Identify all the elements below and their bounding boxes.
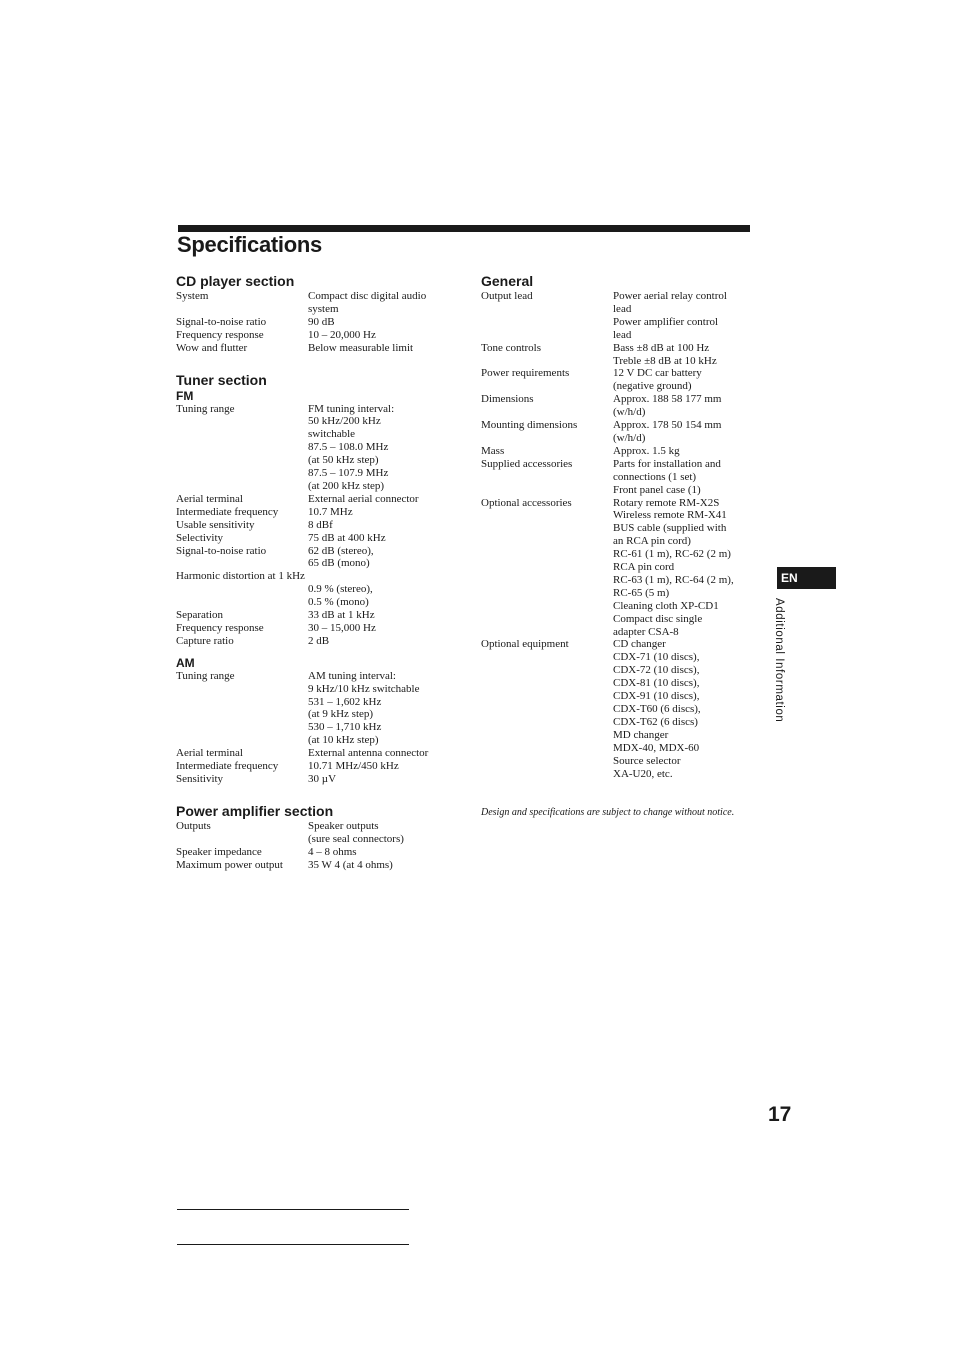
spec-label: Maximum power output — [176, 858, 283, 871]
power-amp-table — [176, 820, 466, 872]
spec-label: Dimensions — [481, 393, 534, 406]
general-heading: General — [481, 273, 534, 289]
spec-label: Tuning range — [176, 669, 235, 682]
spec-label: Sensitivity — [176, 773, 224, 785]
spec-value: Speaker outputs (sure seal connectors) — [308, 819, 404, 845]
spec-value: 12 V DC car battery (negative ground) — [613, 367, 702, 393]
spec-label: Speaker impedance — [176, 845, 262, 858]
spec-row — [481, 458, 771, 497]
page-number: 17 — [768, 1103, 792, 1126]
spec-row — [481, 290, 771, 342]
spec-row — [176, 773, 466, 786]
spec-label: Separation — [176, 609, 224, 622]
spec-value: External antenna connector — [308, 747, 429, 760]
spec-row — [176, 316, 466, 329]
spec-row — [176, 609, 466, 622]
spec-value: Below measurable limit — [308, 341, 414, 354]
harmonic-distortion-label: Harmonic distortion at 1 kHz — [176, 570, 305, 583]
spec-value: Power aerial relay control lead Power amplifier control lead — [613, 290, 727, 341]
spec-row — [176, 820, 466, 846]
spec-label: Frequency response — [176, 621, 264, 634]
spec-label: Power requirements — [481, 367, 570, 380]
spec-label: Supplied accessories — [481, 457, 573, 470]
spec-row — [481, 367, 771, 393]
spec-label: Aerial terminal — [176, 747, 243, 760]
spec-label: Signal-to-noise ratio — [176, 315, 267, 328]
spec-value: 62 dB (stereo), 65 dB (mono) — [308, 544, 374, 570]
spec-label: Wow and flutter — [176, 341, 248, 354]
spec-value: AM tuning interval: 9 kHz/10 kHz switchable 531 – 1,602 kHz (at 9 kHz step) 530 – 1,710 kHz (at 10 kHz step) — [308, 669, 420, 747]
fm-heading: FM — [176, 388, 194, 403]
am-heading: AM — [176, 655, 195, 670]
tuner-heading: Tuner section — [176, 371, 267, 388]
spec-value: 75 dB at 400 kHz — [308, 531, 386, 544]
spec-label: Outputs — [176, 819, 211, 832]
spec-value: 35 W 4 (at 4 ohms) — [308, 858, 393, 871]
spec-row — [176, 747, 466, 760]
cd-player-heading: CD player section — [176, 273, 295, 289]
spec-row — [176, 635, 466, 648]
spec-value: Approx. 188 58 177 mm (w/h/d) — [613, 393, 722, 419]
fm-table-continued — [176, 583, 466, 648]
spec-label: Intermediate frequency — [176, 505, 279, 518]
spec-value: 10.7 MHz — [308, 505, 353, 518]
spec-row — [481, 497, 771, 639]
spec-row — [481, 393, 771, 419]
spec-label: Capture ratio — [176, 634, 234, 647]
am-table — [176, 670, 466, 786]
spec-label: Frequency response — [176, 328, 264, 341]
spec-row — [176, 670, 466, 747]
general-table — [481, 290, 771, 780]
spec-value: 30 µV — [308, 773, 337, 785]
spec-label: Mass — [481, 444, 505, 457]
spec-row — [176, 403, 466, 493]
spec-row — [176, 622, 466, 635]
spec-label: Mounting dimensions — [481, 419, 578, 432]
spec-label: Usable sensitivity — [176, 518, 255, 531]
spec-row — [176, 519, 466, 532]
spec-value: 10.71 MHz/450 kHz — [308, 760, 399, 773]
left-column — [176, 272, 466, 872]
spec-label: Tuning range — [176, 402, 235, 415]
spec-value: CD changer CDX-71 (10 discs), CDX-72 (10 discs), CDX-81 (10 discs), CDX-91 (10 discs), CDX-T60 (6 discs), CDX-T62 (6 discs) MD changer MDX-40, MDX-60 Source selector XA-U20, etc. — [613, 638, 701, 780]
spec-value: Approx. 178 50 154 mm (w/h/d) — [613, 419, 722, 444]
spec-value: 10 – 20,000 Hz — [308, 328, 376, 341]
spec-value: Parts for installation and connections (1 set) Front panel case (1) — [613, 457, 721, 496]
spec-value: 33 dB at 1 kHz — [308, 609, 375, 622]
spec-value: 2 dB — [308, 634, 330, 647]
spec-label: Aerial terminal — [176, 492, 243, 505]
spec-row — [176, 760, 466, 773]
spec-value: 30 – 15,000 Hz — [308, 621, 376, 634]
side-section-label: Additional Information — [773, 598, 785, 723]
spec-label: Intermediate frequency — [176, 760, 279, 773]
spec-value: 4 – 8 ohms — [308, 845, 357, 858]
spec-value: External aerial connector — [308, 492, 419, 505]
spec-row — [176, 290, 466, 316]
specs-change-note: Design and specifications are subject to change without notice. — [481, 807, 735, 818]
spec-row — [481, 638, 771, 780]
spec-label: System — [176, 290, 209, 302]
spec-value: FM tuning interval: 50 kHz/200 kHz switchable 87.5 – 108.0 MHz (at 50 kHz step) 87.5 – 107.9 MHz (at 200 kHz step) — [308, 402, 395, 492]
spec-value: Bass ±8 dB at 100 Hz Treble ±8 dB at 10 kHz — [613, 341, 717, 367]
spec-row — [176, 342, 466, 355]
spec-row — [176, 493, 466, 506]
spec-label: Signal-to-noise ratio — [176, 544, 267, 557]
spec-row — [481, 419, 771, 445]
spec-row — [481, 445, 771, 458]
spec-row — [176, 532, 466, 545]
spec-label: Output lead — [481, 290, 533, 302]
spec-value: Rotary remote RM-X2S Wireless remote RM-X41 BUS cable (supplied with an RCA pin cord) RC-61 (1 m), RC-62 (2 m) RCA pin cord RC-63 (1 m), RC-64 (2 m), RC-65 (5 m) Cleaning cloth XP-CD1 Compact disc single adapter CSA-8 — [613, 496, 734, 638]
language-tab: EN — [777, 567, 836, 589]
spec-value: Approx. 1.5 kg — [613, 444, 680, 457]
spec-row — [176, 506, 466, 519]
spec-label: Selectivity — [176, 531, 224, 544]
fm-table — [176, 403, 466, 571]
spec-value: 8 dBf — [308, 518, 333, 531]
spec-row — [176, 329, 466, 342]
spec-row — [176, 859, 466, 872]
spec-value: 0.9 % (stereo), 0.5 % (mono) — [308, 583, 373, 609]
spec-value: 90 dB — [308, 315, 335, 328]
page-title: Specifications — [177, 232, 322, 257]
spec-row — [176, 846, 466, 859]
spec-label: Tone controls — [481, 341, 542, 354]
right-column — [481, 272, 771, 780]
footer-rule-upper — [177, 1209, 409, 1210]
spec-label — [176, 583, 308, 609]
power-amp-heading: Power amplifier section — [176, 802, 334, 819]
spec-row — [481, 342, 771, 368]
cd-player-table — [176, 290, 466, 355]
spec-row — [176, 545, 466, 571]
spec-label: Optional equipment — [481, 638, 569, 651]
spec-label: Optional accessories — [481, 496, 572, 509]
footer-rule-lower — [177, 1244, 409, 1245]
spec-value: Compact disc digital audio system — [308, 290, 427, 315]
spec-row — [176, 583, 466, 609]
title-rule — [178, 225, 750, 232]
